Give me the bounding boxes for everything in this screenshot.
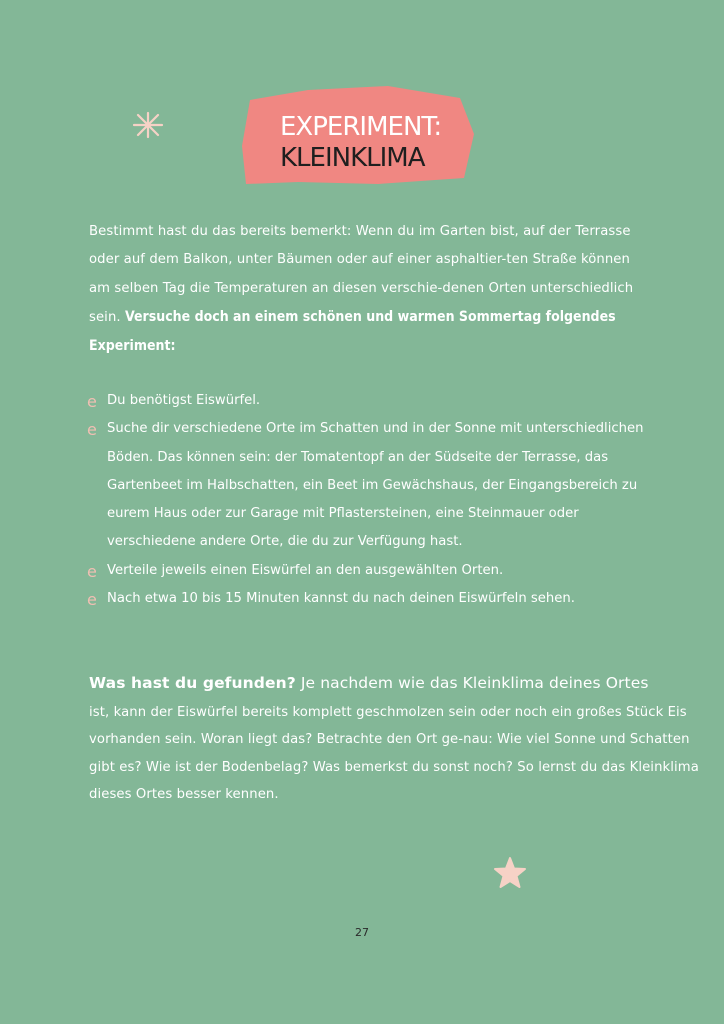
outro-text: ist, kann der Eiswürfel bereits komplett geschmolzen sein oder noch ein großes Stück Eis vorhanden sein. Woran liegt das? Betrachte den Ort ge-nau: Wie viel Sonne und Schatten gibt es? Wie ist der Bodenbelag? Was bemerkst du sonst noch? So lernst du das Kleinklima dieses Ortes besser kennen. <box>89 704 699 802</box>
bullet-icon: e <box>87 420 97 440</box>
outro-text-first: Je nachdem wie das Kleinklima deines Ortes <box>300 674 649 692</box>
outro-paragraph <box>89 670 699 809</box>
list-item <box>89 415 649 556</box>
page-title <box>280 112 441 174</box>
bullet-icon: e <box>87 561 97 581</box>
step-text: Suche dir verschiedene Orte im Schatten und in der Sonne mit unterschiedlichen Böden. Das können sein: der Tomatentopf an der Südseite der Terrasse, das Gartenbeet im Halbschatten, ein Beet im Gewächshaus, der Eingangsbereich zu eurem Haus oder zur Garage mit Pflastersteinen, eine Steinmauer oder verschiedene andere Orte, die du zur Verfügung hast. <box>107 421 644 550</box>
step-text: Du benötigst Eiswürfel. <box>107 393 261 408</box>
steps-list <box>89 387 649 613</box>
bullet-icon: e <box>87 590 97 610</box>
intro-paragraph <box>89 218 649 361</box>
intro-text: Bestimmt hast du das bereits bemerkt: Wenn du im Garten bist, auf der Terrasse oder auf dem Balkon, unter Bäumen oder auf einer asphaltier-ten Straße können am selben Tag die Temperaturen an diesen verschie-denen Orten unterschiedlich sein. <box>89 224 634 325</box>
step-text: Nach etwa 10 bis 15 Minuten kannst du nach deinen Eiswürfeln sehen. <box>107 591 575 607</box>
list-item <box>89 585 649 613</box>
bullet-icon: e <box>87 392 97 411</box>
star-icon <box>493 856 527 890</box>
outro-first-line <box>89 674 649 692</box>
page-number: 27 <box>355 926 369 939</box>
list-item <box>89 557 649 585</box>
step-text: Verteile jeweils einen Eiswürfel an den ausgewählten Orten. <box>107 562 504 578</box>
title-line-2: KLEINKLIMA <box>280 143 425 173</box>
sparkle-icon <box>131 110 165 140</box>
intro-emphasis: Versuche doch an einem schönen und warmen Sommertag folgendes Experiment: <box>89 308 616 355</box>
list-item <box>89 387 649 415</box>
title-line-1: EXPERIMENT: <box>280 112 442 142</box>
outro-lead: Was hast du gefunden? <box>89 674 296 692</box>
